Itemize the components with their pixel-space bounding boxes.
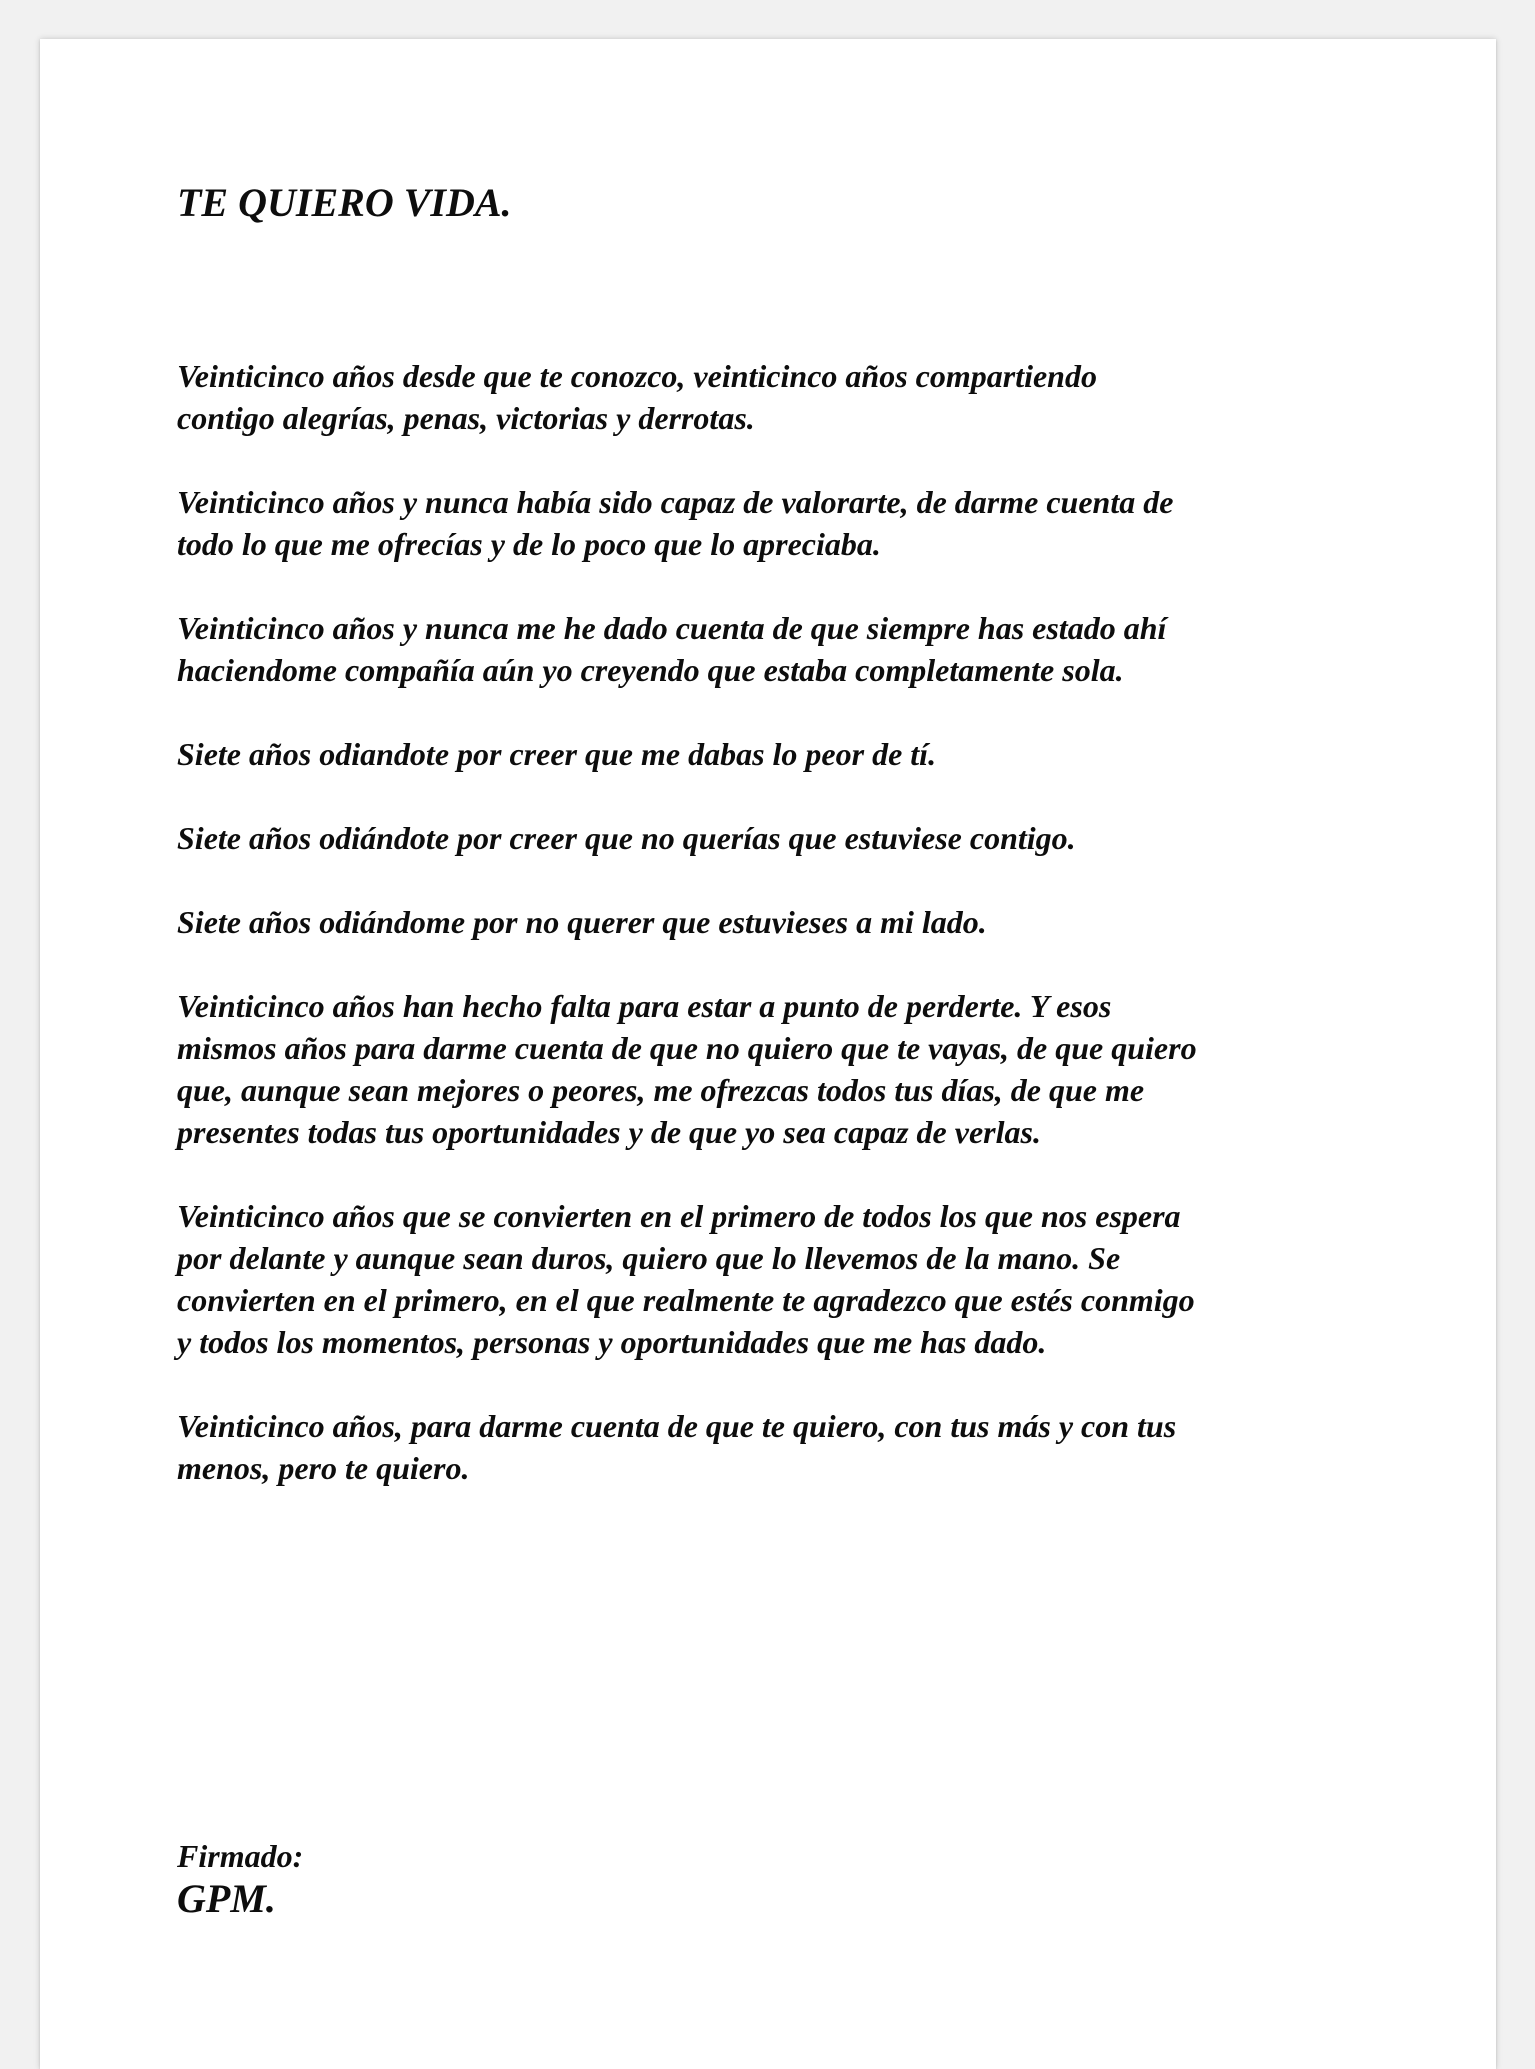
paragraph: Siete años odiandote por creer que me dabas lo peor de tí. <box>177 736 937 772</box>
signature-label: Firmado: <box>177 1838 304 1874</box>
paragraph: Veinticinco años y nunca había sido capaz de valorarte, de darme cuenta de todo lo que me ofrecías y de lo poco que lo apreciaba. <box>177 484 1174 562</box>
paragraph: Veinticinco años, para darme cuenta de que te quiero, con tus más y con tus menos, pero te quiero. <box>177 1408 1177 1486</box>
paragraph: Veinticinco años y nunca me he dado cuenta de que siempre has estado ahí haciendome compañía aún yo creyendo que estaba completamente sola. <box>177 610 1167 688</box>
document-content <box>177 179 1377 1486</box>
document-title: TE QUIERO VIDA. <box>177 180 512 225</box>
paragraph: Siete años odiándote por creer que no querías que estuviese contigo. <box>177 820 1076 856</box>
document-page <box>40 39 1496 2069</box>
paragraph: Veinticinco años que se convierten en el primero de todos los que nos espera por delante y aunque sean duros, quiero que lo llevemos de la mano. Se convierten en el primero, en el que realmente te agradezco que estés conmigo y todos los momentos, personas y oportunidades que me has dado. <box>177 1198 1195 1360</box>
paragraph: Veinticinco años han hecho falta para estar a punto de perderte. Y esos mismos años para darme cuenta de que no quiero que te vayas, de que quiero que, aunque sean mejores o peores, me ofrezcas todos tus días, de que me presentes todas tus oportunidades y de que yo sea capaz de verlas. <box>177 988 1197 1150</box>
document-body <box>177 355 1377 1531</box>
signature-name: GPM. <box>177 1876 276 1921</box>
signature-block <box>177 1836 303 1922</box>
paragraph: Siete años odiándome por no querer que estuvieses a mi lado. <box>177 904 987 940</box>
paragraph: Veinticinco años desde que te conozco, veinticinco años compartiendo contigo alegrías, penas, victorias y derrotas. <box>177 358 1097 436</box>
